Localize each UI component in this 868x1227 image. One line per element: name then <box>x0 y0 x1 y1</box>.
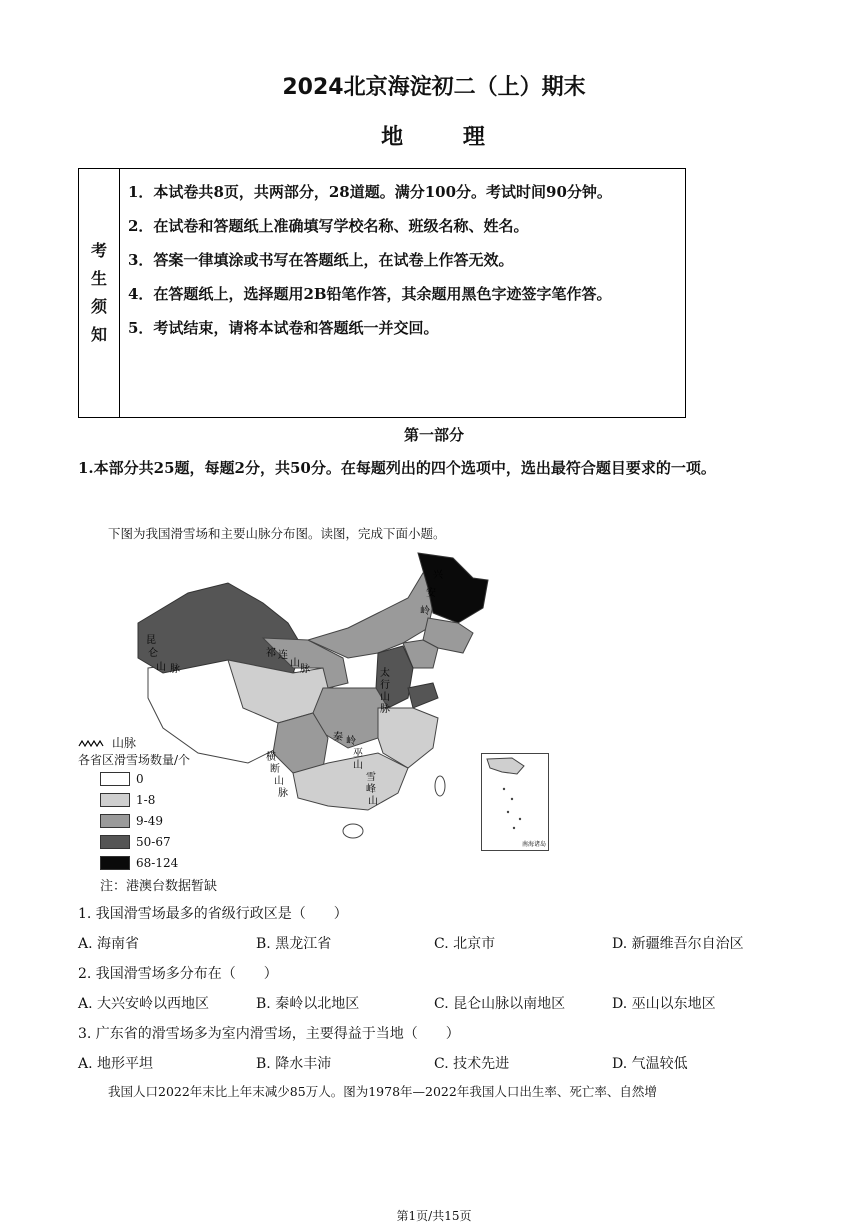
legend-swatch <box>100 856 130 870</box>
inset-coast <box>487 758 524 774</box>
inset-label: 南海诸岛 <box>522 841 547 848</box>
legend-title: 各省区滑雪场数量/个 <box>78 753 191 767</box>
mountain-label: 祁 <box>266 648 276 659</box>
option-c[interactable]: C. 技术先进 <box>434 1056 510 1072</box>
legend-swatch <box>100 793 130 807</box>
legend-item-label: 50-67 <box>136 834 171 849</box>
option-a[interactable]: A. 海南省 <box>78 936 140 952</box>
legend-note: 注：港澳台数据暂缺 <box>100 879 218 894</box>
mountain-label: 兴 <box>433 570 443 581</box>
mountain-label: 脉 <box>278 788 288 799</box>
notice-label-char: 考 <box>90 241 107 260</box>
legend-item <box>100 810 217 831</box>
option-a[interactable]: A. 大兴安岭以西地区 <box>78 996 210 1012</box>
mountain-label: 脉 <box>170 664 180 675</box>
option-d[interactable]: D. 气温较低 <box>612 1056 688 1072</box>
option-b[interactable]: B. 秦岭以北地区 <box>256 996 360 1012</box>
legend-item <box>100 852 217 873</box>
question-stem: 1. 我国滑雪场最多的省级行政区是（ ） <box>78 906 348 922</box>
mountain-label: 山 <box>274 776 284 787</box>
mountain-label: 雪 <box>366 772 376 783</box>
legend-item-label: 9-49 <box>136 813 163 828</box>
mountain-label: 横 <box>266 752 276 763</box>
legend-swatch <box>100 772 130 786</box>
mountain-label: 山 <box>290 658 300 669</box>
next-question-intro: 我国人口2022年末比上年末减少85万人。图为1978年—2022年我国人口出生率、死亡率、自然增 <box>108 1084 657 1099</box>
legend-item-label: 0 <box>136 771 144 786</box>
option-c[interactable]: C. 北京市 <box>434 936 496 952</box>
exam-notice-box <box>78 168 686 418</box>
mountain-label: 脉 <box>380 704 390 715</box>
mountain-label: 山 <box>353 760 363 771</box>
mountain-label: 仑 <box>148 648 158 659</box>
notice-label <box>79 169 120 417</box>
mountain-label: 岭 <box>420 606 430 617</box>
option-b[interactable]: B. 黑龙江省 <box>256 936 332 952</box>
option-b[interactable]: B. 降水丰沛 <box>256 1056 332 1072</box>
inset-island <box>513 827 515 829</box>
legend-item <box>100 789 217 810</box>
subject-char: 地 <box>381 125 406 150</box>
page-footer: 第1页/共15页 <box>396 1209 472 1223</box>
inset-island <box>507 811 509 813</box>
mountain-label: 山 <box>368 796 378 807</box>
mountain-label: 昆 <box>146 635 156 646</box>
mountain-label: 脉 <box>300 664 310 675</box>
legend-item-label: 68-124 <box>136 855 179 870</box>
south-china-sea-inset <box>481 753 549 851</box>
mountain-label: 行 <box>380 680 390 691</box>
option-a[interactable]: A. 地形平坦 <box>78 1056 154 1072</box>
part-title: 第一部分 <box>403 426 464 444</box>
subject-char: 理 <box>462 125 487 150</box>
question-options <box>78 933 798 953</box>
question-options <box>78 993 798 1013</box>
legend-item <box>100 831 217 852</box>
legend-swatch <box>100 814 130 828</box>
legend-swatch <box>100 835 130 849</box>
legend-mountain-label: 山脉 <box>112 736 137 750</box>
mountain-label: 秦 <box>333 732 343 743</box>
mountain-label: 连 <box>278 650 288 661</box>
notice-item: 4．在答题纸上，选择题用2B铅笔作答，其余题用黑色字迹签字笔作答。 <box>128 285 612 303</box>
region-hainan <box>343 824 363 838</box>
subject-title <box>0 120 868 151</box>
inset-svg <box>482 754 548 850</box>
notice-label-char: 须 <box>90 297 107 316</box>
region-taiwan <box>435 776 445 796</box>
inset-island <box>503 788 505 790</box>
mountain-label: 山 <box>380 692 390 703</box>
notice-label-char: 生 <box>90 269 107 288</box>
question-stem: 2. 我国滑雪场多分布在（ ） <box>78 966 278 982</box>
question-options <box>78 1053 798 1073</box>
notice-item: 2．在试卷和答题纸上准确填写学校名称、班级名称、姓名。 <box>128 217 529 235</box>
mountain-label: 峰 <box>366 784 376 795</box>
exam-title: 2024北京海淀初二（上）期末 <box>282 75 586 100</box>
mountain-label: 太 <box>380 668 390 679</box>
mountain-label: 断 <box>270 764 280 775</box>
mountain-label: 巫 <box>353 748 363 759</box>
inset-island <box>519 818 521 820</box>
map-legend <box>78 734 217 894</box>
legend-mountain <box>78 734 217 751</box>
mountain-symbol-icon <box>78 738 108 748</box>
notice-item: 5．考试结束，请将本试卷和答题纸一并交回。 <box>128 319 439 337</box>
legend-item-label: 1-8 <box>136 792 156 807</box>
question-intro: 下图为我国滑雪场和主要山脉分布图。读图，完成下面小题。 <box>108 526 446 541</box>
question-stem: 3. 广东省的滑雪场多为室内滑雪场，主要得益于当地（ ） <box>78 1026 460 1042</box>
notice-label-char: 知 <box>90 325 107 344</box>
notice-item: 3．答案一律填涂或书写在答题纸上，在试卷上作答无效。 <box>128 251 514 269</box>
option-d[interactable]: D. 巫山以东地区 <box>612 996 716 1012</box>
inset-island <box>511 798 513 800</box>
mountain-label: 岭 <box>346 736 356 747</box>
notice-items <box>120 169 685 417</box>
option-c[interactable]: C. 昆仑山脉以南地区 <box>434 996 566 1012</box>
region-shandong <box>408 683 438 708</box>
option-d[interactable]: D. 新疆维吾尔自治区 <box>612 936 744 952</box>
legend-item <box>100 768 217 789</box>
notice-item: 1．本试卷共8页，共两部分，28道题。满分100分。考试时间90分钟。 <box>128 183 612 201</box>
mountain-label: 山 <box>156 662 166 673</box>
mountain-label: 安 <box>426 588 436 599</box>
section-instruction: 1.本部分共25题，每题2分，共50分。在每题列出的四个选项中，选出最符合题目要求的一项。 <box>78 459 716 477</box>
